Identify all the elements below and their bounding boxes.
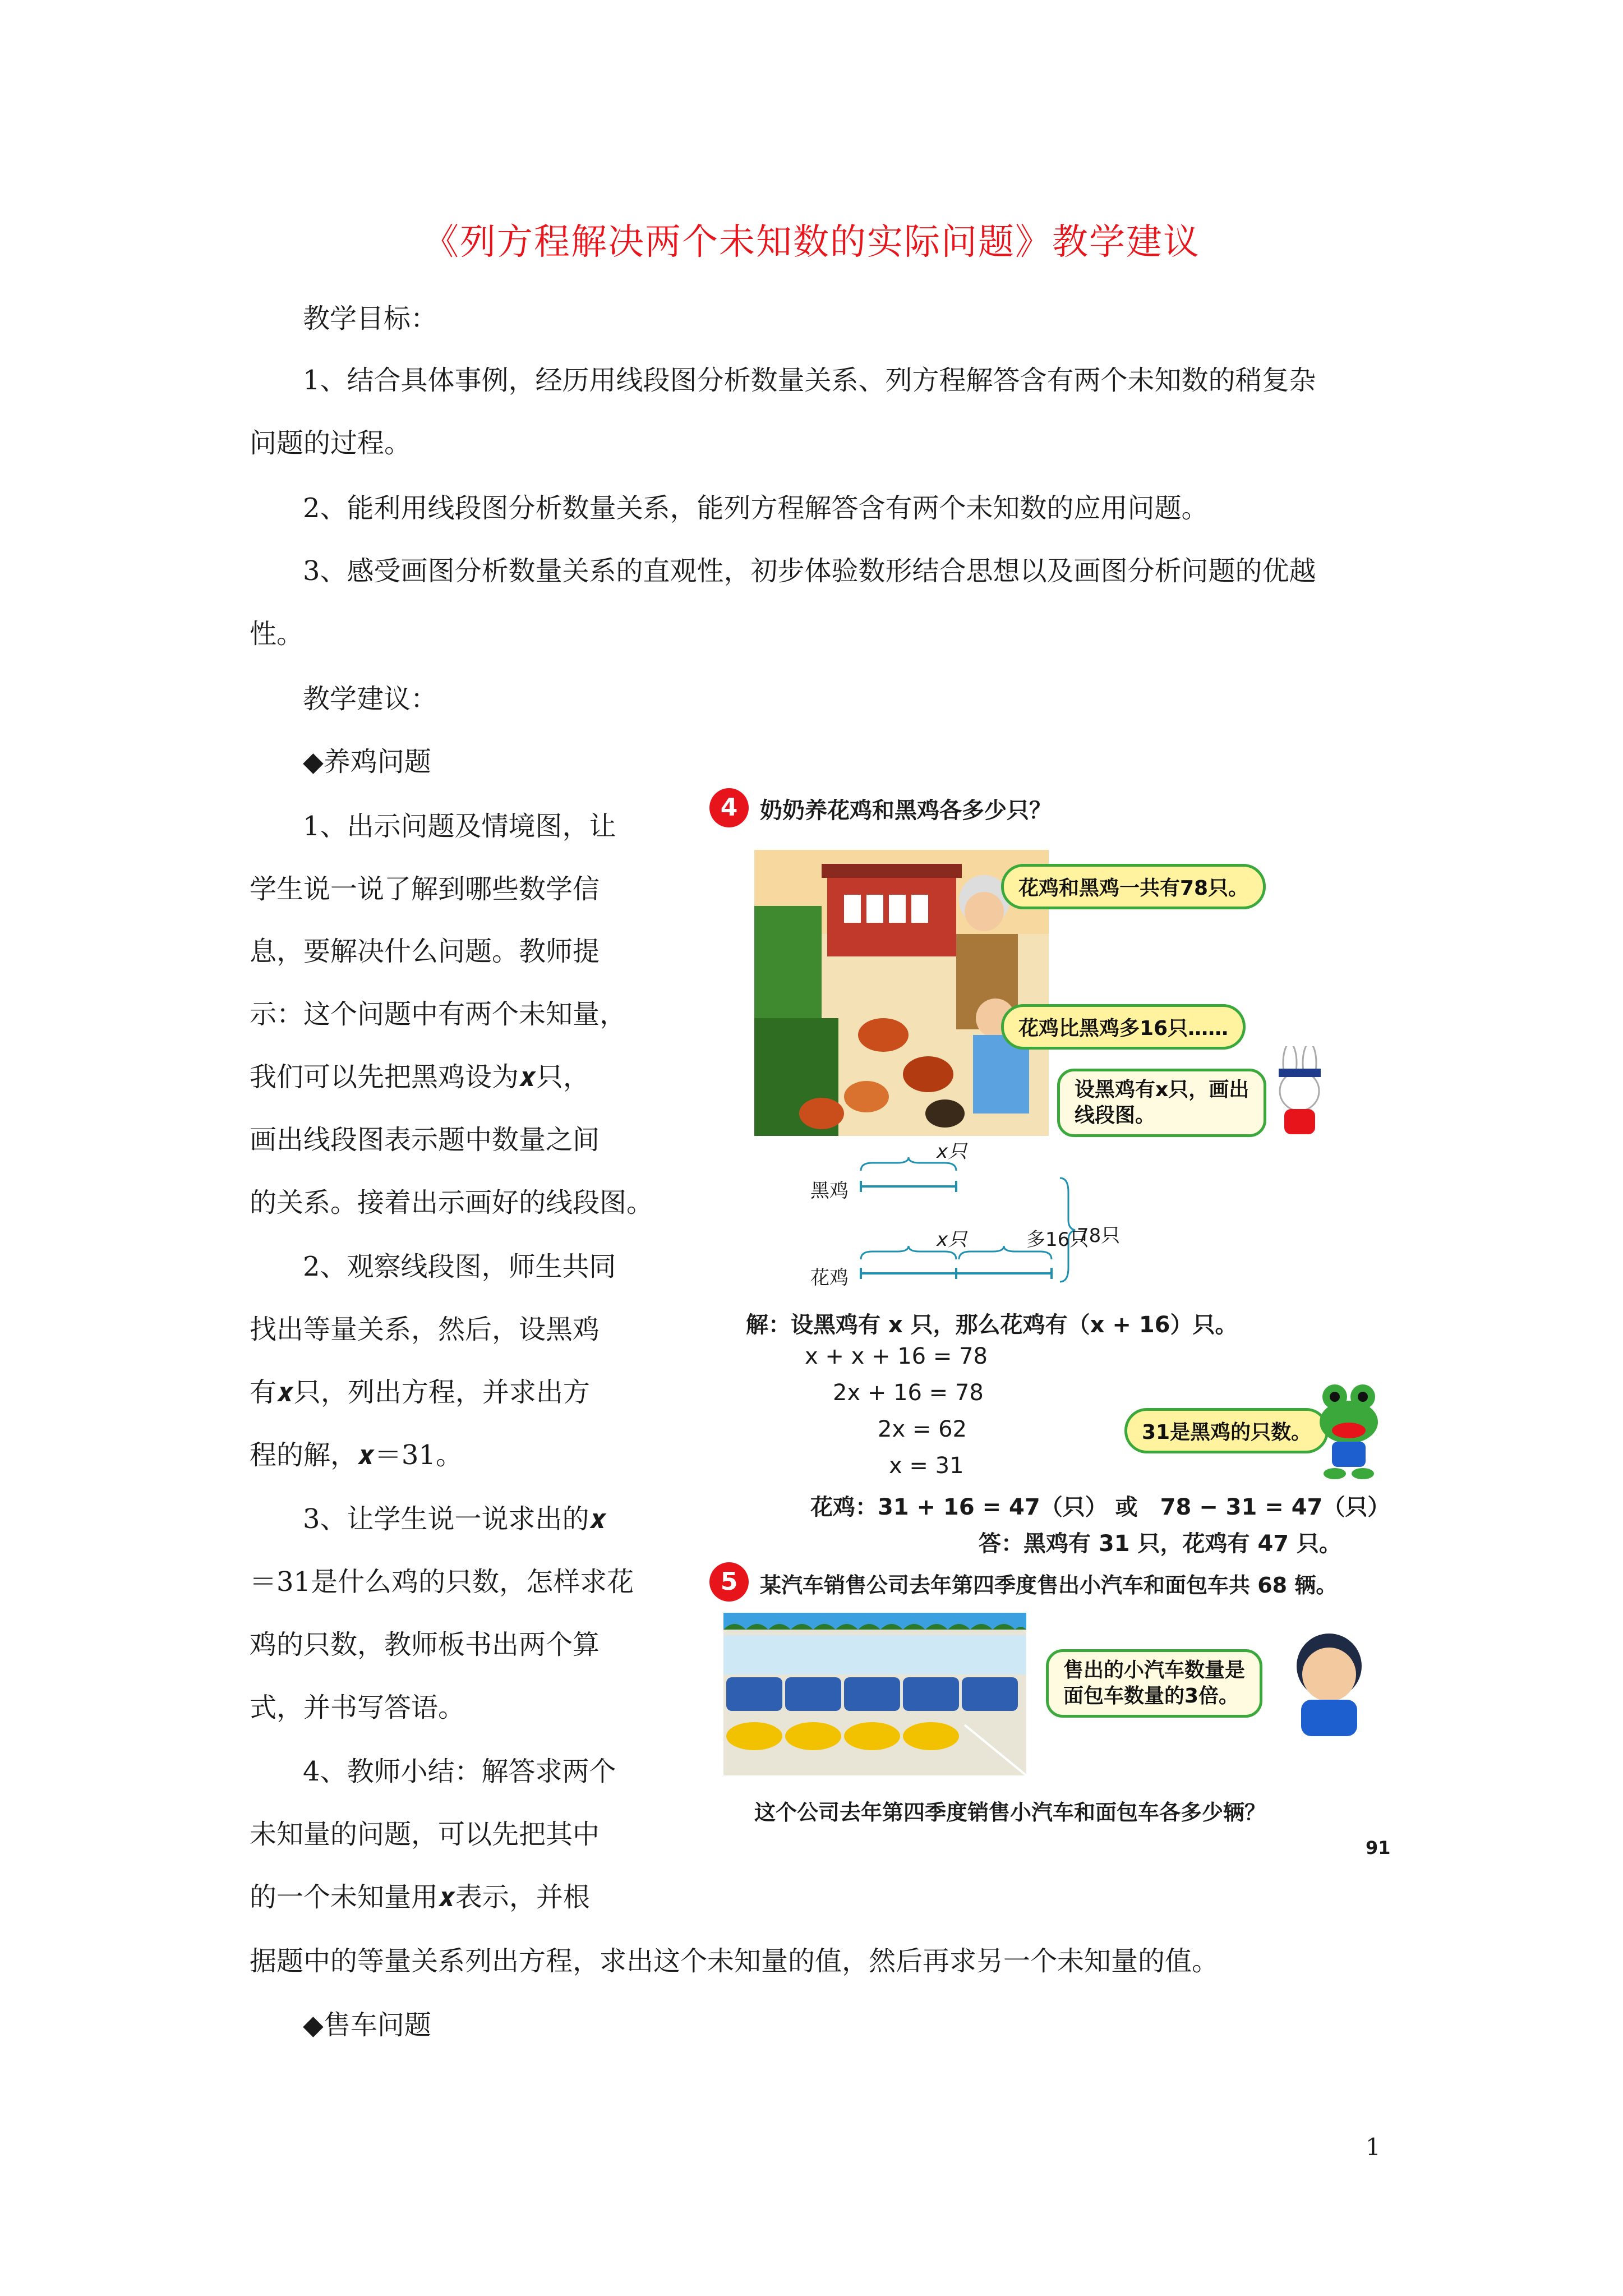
segment-label-x2: x只 [937, 1228, 967, 1251]
left-line: 示：这个问题中有两个未知量， [250, 999, 627, 1030]
problem-5-badge: 5 [709, 1562, 749, 1602]
flower-calculation: 花鸡：31 + 16 = 47（只） 或 78 − 31 = 47（只） [810, 1494, 1390, 1520]
segment-label-x1: x只 [937, 1140, 967, 1163]
hint-line-a: 设黑鸡有x只，画出 [1075, 1078, 1249, 1101]
page-number: 1 [1366, 2133, 1381, 2161]
equation-4: x = 31 [889, 1453, 964, 1479]
left-line: 3、让学生说一说求出的𝒙 [303, 1503, 607, 1535]
left-line: 鸡的只数，教师板书出两个算 [250, 1629, 600, 1660]
textbook-excerpt [704, 783, 1405, 1910]
ratio-line-b: 面包车数量的3倍。 [1063, 1685, 1239, 1708]
segment-label-black: 黑鸡 [810, 1180, 849, 1202]
equation-1: x + x + 16 = 78 [805, 1343, 988, 1369]
section-chicken: ◆养鸡问题 [303, 746, 431, 777]
equation-2: 2x + 16 = 78 [833, 1380, 984, 1406]
ratio-line-a: 售出的小汽车数量是 [1063, 1659, 1246, 1682]
full-width-line: 据题中的等量关系列出方程，求出这个未知量的值，然后再求另一个未知量的值。 [250, 1945, 1219, 1977]
page-title: 《列方程解决两个未知数的实际问题》教学建议 [423, 222, 1200, 263]
goal-2: 2、能利用线段图分析数量关系，能列方程解答含有两个未知数的应用问题。 [303, 493, 1209, 524]
speech-bubble-difference: 花鸡比黑鸡多16只…… [1001, 1004, 1246, 1050]
left-line: 程的解，𝒙＝31。 [250, 1439, 463, 1471]
boy-mascot [1281, 1627, 1377, 1739]
goal-3-line-a: 3、感受画图分析数量关系的直观性，初步体验数形结合思想以及画图分析问题的优越 [303, 555, 1316, 587]
car-lot-illustration [723, 1613, 1026, 1775]
left-line: ＝31是什么鸡的只数，怎样求花 [250, 1566, 634, 1598]
speech-bubble-result: 31是黑鸡的只数。 [1124, 1408, 1329, 1453]
left-line: 2、观察线段图，师生共同 [303, 1251, 616, 1282]
problem-5-text: 某汽车销售公司去年第四季度售出小汽车和面包车共 68 辆。 [760, 1573, 1338, 1598]
problem-5-question: 这个公司去年第四季度销售小汽车和面包车各多少辆？ [754, 1800, 1266, 1825]
problem-4-question: 奶奶养花鸡和黑鸡各多少只？ [760, 798, 1052, 823]
problem-4-badge: 4 [709, 788, 749, 827]
left-line: 式，并书写答语。 [250, 1692, 465, 1723]
speech-bubble-total: 花鸡和黑鸡一共有78只。 [1001, 864, 1266, 909]
section-car: ◆售车问题 [303, 2009, 431, 2041]
left-line: 找出等量关系，然后，设黑鸡 [250, 1314, 600, 1345]
left-line: 有𝒙只，列出方程，并求出方 [250, 1377, 590, 1408]
goals-heading: 教学目标： [303, 303, 438, 334]
goal-1-line-a: 1、结合具体事例，经历用线段图分析数量关系、列方程解答含有两个未知数的稍复杂 [303, 365, 1316, 396]
speech-bubble-ratio [1046, 1649, 1262, 1718]
goal-1-line-b: 问题的过程。 [250, 427, 412, 459]
left-line: 我们可以先把黑鸡设为𝒙只， [250, 1061, 590, 1093]
speech-bubble-hint [1057, 1069, 1266, 1137]
solution-setup: 解：设黑鸡有 x 只，那么花鸡有（x + 16）只。 [746, 1312, 1238, 1338]
segment-label-16: 多16只 [1026, 1228, 1089, 1251]
left-line: 息，要解决什么问题。教师提 [250, 936, 600, 967]
left-line: 的一个未知量用𝒙表示，并根 [250, 1881, 590, 1913]
segment-label-total: 78只 [1077, 1225, 1121, 1247]
rabbit-mascot [1265, 1046, 1338, 1142]
frog-mascot [1312, 1377, 1385, 1484]
answer: 答：黑鸡有 31 只，花鸡有 47 只。 [979, 1531, 1342, 1557]
textbook-page-number: 91 [1366, 1837, 1391, 1858]
suggest-heading: 教学建议： [303, 683, 438, 715]
goal-3-line-b: 性。 [250, 618, 304, 650]
left-line: 1、出示问题及情境图，让 [303, 811, 616, 842]
segment-label-flower: 花鸡 [810, 1267, 849, 1289]
hint-line-b: 线段图。 [1075, 1104, 1156, 1127]
left-line: 未知量的问题，可以先把其中 [250, 1819, 600, 1850]
equation-3: 2x = 62 [878, 1416, 967, 1442]
left-line: 的关系。接着出示画好的线段图。 [250, 1187, 654, 1218]
left-line: 画出线段图表示题中数量之间 [250, 1124, 600, 1156]
left-line: 4、教师小结：解答求两个 [303, 1756, 616, 1787]
left-line: 学生说一说了解到哪些数学信 [250, 873, 600, 905]
